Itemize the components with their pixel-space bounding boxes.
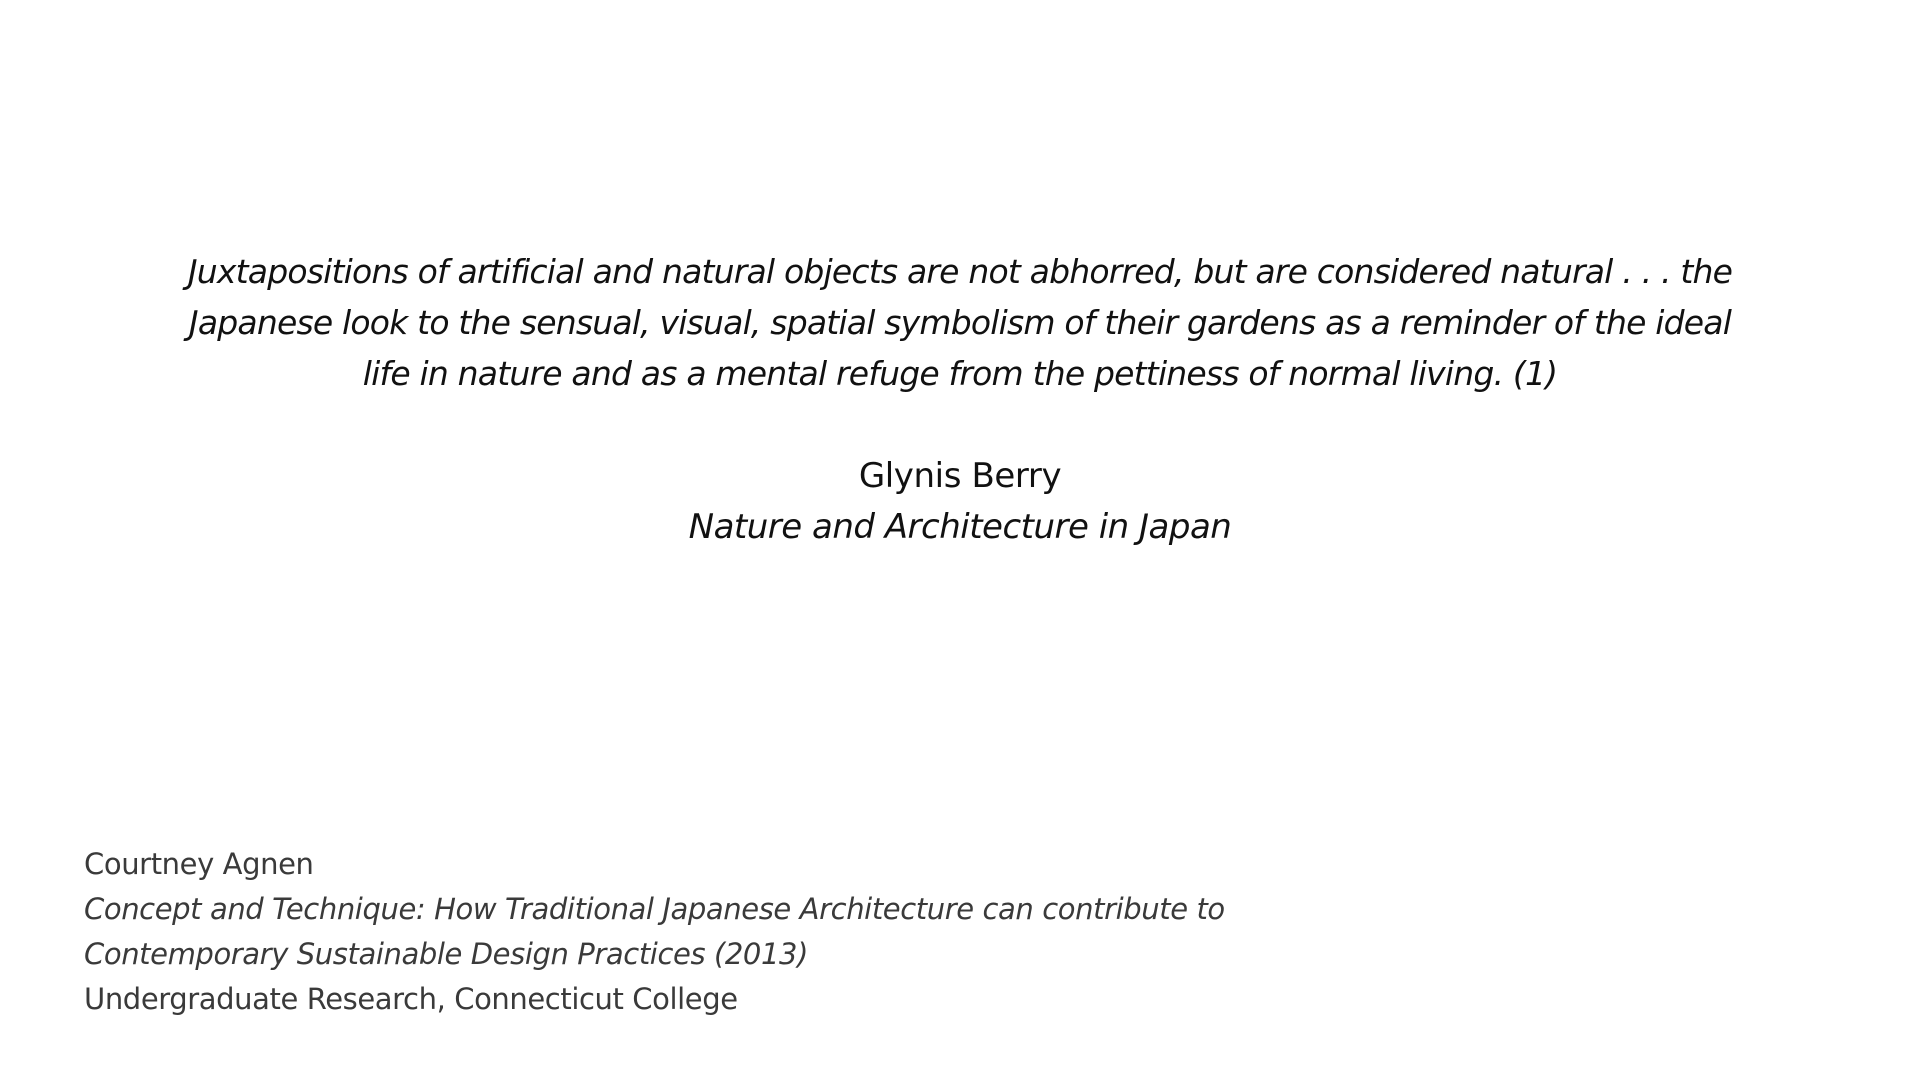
quote-line: Japanese look to the sensual, visual, spatial symbolism of their gardens as a reminder of the ideal	[188, 303, 1732, 342]
credit-block	[84, 842, 1384, 1022]
credit-title-line-2: Contemporary Sustainable Design Practices (2013)	[84, 937, 808, 971]
quote-line: life in nature and as a mental refuge from the pettiness of normal living. (1)	[362, 354, 1558, 393]
credit-title-line-1: Concept and Technique: How Traditional Japanese Architecture can contribute to	[84, 892, 1225, 926]
quote-attribution	[100, 451, 1820, 553]
quote-author: Glynis Berry	[858, 456, 1062, 496]
quote-source-title: Nature and Architecture in Japan	[688, 507, 1232, 547]
quote-line: Juxtapositions of artificial and natural objects are not abhorred, but are considered natural . . . the	[187, 252, 1733, 291]
quote-block	[100, 246, 1820, 553]
credit-institution: Undergraduate Research, Connecticut College	[84, 982, 738, 1016]
credit-author: Courtney Agnen	[84, 847, 314, 881]
quote-text	[100, 246, 1820, 399]
